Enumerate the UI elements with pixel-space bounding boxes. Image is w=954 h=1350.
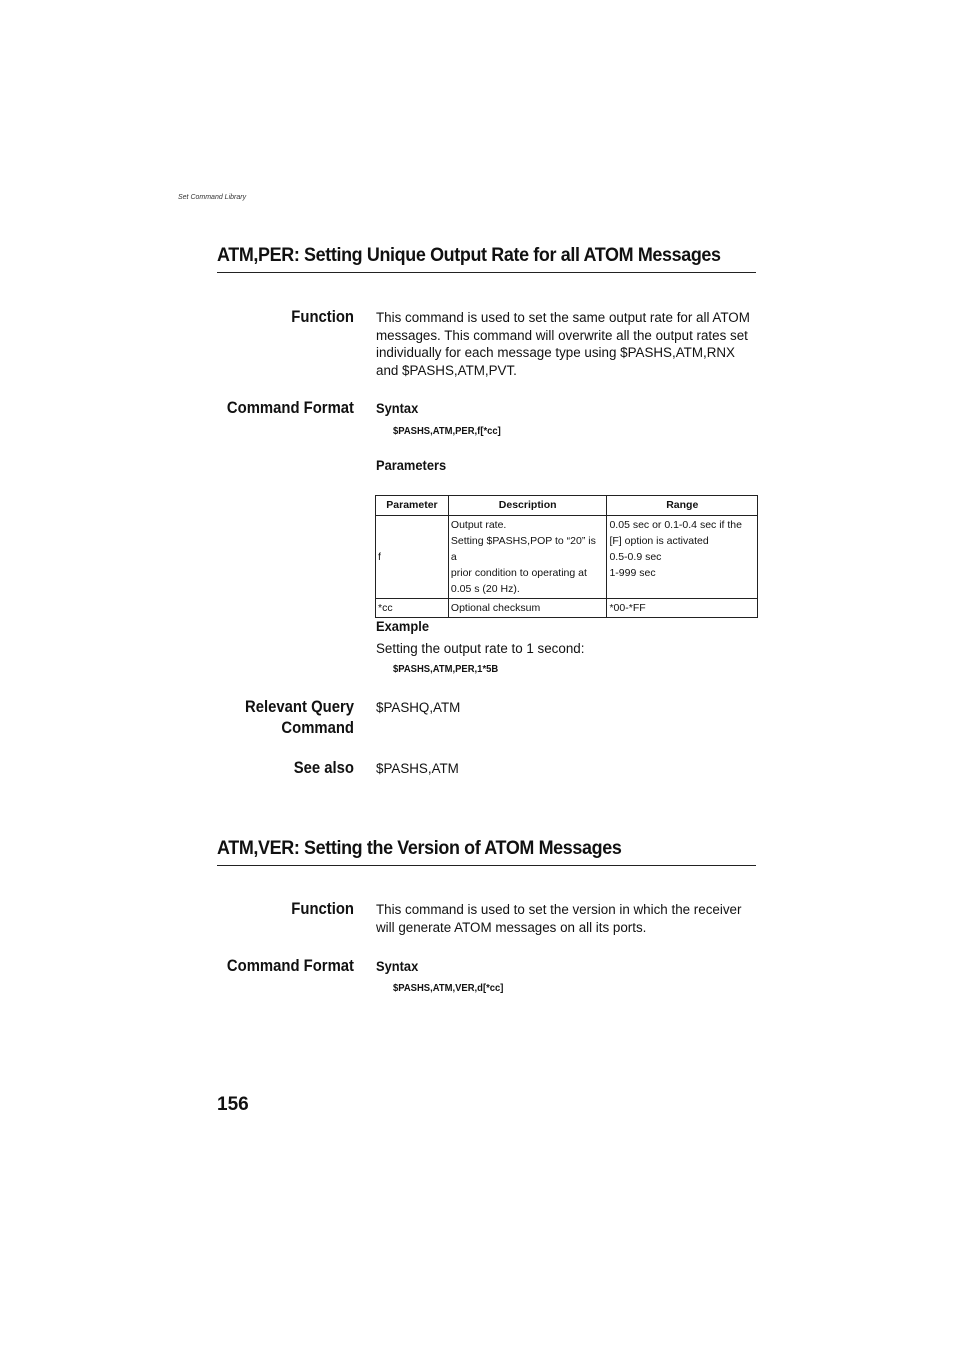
- table-cell-range: [607, 599, 758, 618]
- syntax-heading: Syntax: [376, 400, 419, 416]
- syntax-code: $PASHS,ATM,VER,d[*cc]: [393, 982, 504, 994]
- description-line: 0.05 s (20 Hz).: [450, 583, 520, 595]
- table-cell-parameter: *cc: [376, 599, 449, 618]
- function-text: This command is used to set the same output rate for all ATOM messages. This command will overwrite all the output rates set individually for each message type using $PASHS,ATM,RNX and $PASHS,ATM,PVT.: [376, 310, 750, 378]
- range-line: 0.5-0.9 sec: [609, 551, 662, 563]
- relevant-query-value: $PASHQ,ATM: [376, 700, 461, 715]
- function-text: This command is used to set the version in which the receiver will generate ATOM messages on all its ports.: [376, 902, 742, 935]
- example-heading: Example: [376, 618, 429, 634]
- table-header-description: Description: [448, 496, 607, 516]
- see-also-label: See also: [293, 759, 354, 777]
- relevant-query-label-line: Relevant Query: [245, 698, 354, 716]
- section-rule: [217, 272, 756, 273]
- description-line: prior condition to operating at: [450, 567, 587, 579]
- table-header-parameter: Parameter: [376, 496, 449, 516]
- description-line: Setting $PASHS,POP to “20” is a: [450, 535, 596, 563]
- running-head: Set Command Library: [178, 194, 247, 201]
- table-header-range: Range: [607, 496, 758, 516]
- range-line: 1-999 sec: [609, 567, 656, 579]
- syntax-code: $PASHS,ATM,PER,f[*cc]: [393, 425, 501, 437]
- table-cell-parameter: f: [376, 516, 449, 599]
- table-cell-description: [448, 516, 607, 599]
- range-line: [F] option is activated: [609, 535, 709, 547]
- table-cell-range: [607, 516, 758, 599]
- syntax-heading: Syntax: [376, 958, 419, 974]
- section-title-atm-per: ATM,PER: Setting Unique Output Rate for all ATOM Messages: [217, 244, 721, 266]
- relevant-query-label-line: Command: [281, 719, 354, 737]
- section-rule: [217, 865, 756, 866]
- section-title-atm-ver: ATM,VER: Setting the Version of ATOM Messages: [217, 837, 622, 859]
- table-header-row: [376, 496, 758, 516]
- parameters-heading: Parameters: [376, 457, 447, 473]
- table-cell-description: [448, 599, 607, 618]
- command-format-label: Command Format: [226, 399, 354, 417]
- function-label: Function: [291, 308, 354, 326]
- function-label: Function: [291, 900, 354, 918]
- page-number: 156: [217, 1094, 249, 1115]
- parameters-table: [375, 495, 758, 618]
- see-also-value: $PASHS,ATM: [376, 761, 459, 776]
- description-line: Output rate.: [450, 519, 507, 531]
- range-line: 0.05 sec or 0.1-0.4 sec if the: [609, 519, 742, 531]
- table-row: [376, 516, 758, 599]
- range-line: *00-*FF: [609, 602, 646, 614]
- relevant-query-label: [201, 697, 354, 739]
- command-format-label: Command Format: [226, 957, 354, 975]
- example-code: $PASHS,ATM,PER,1*5B: [393, 663, 499, 675]
- example-text: Setting the output rate to 1 second:: [376, 641, 585, 656]
- table-row: [376, 599, 758, 618]
- description-line: Optional checksum: [450, 602, 541, 614]
